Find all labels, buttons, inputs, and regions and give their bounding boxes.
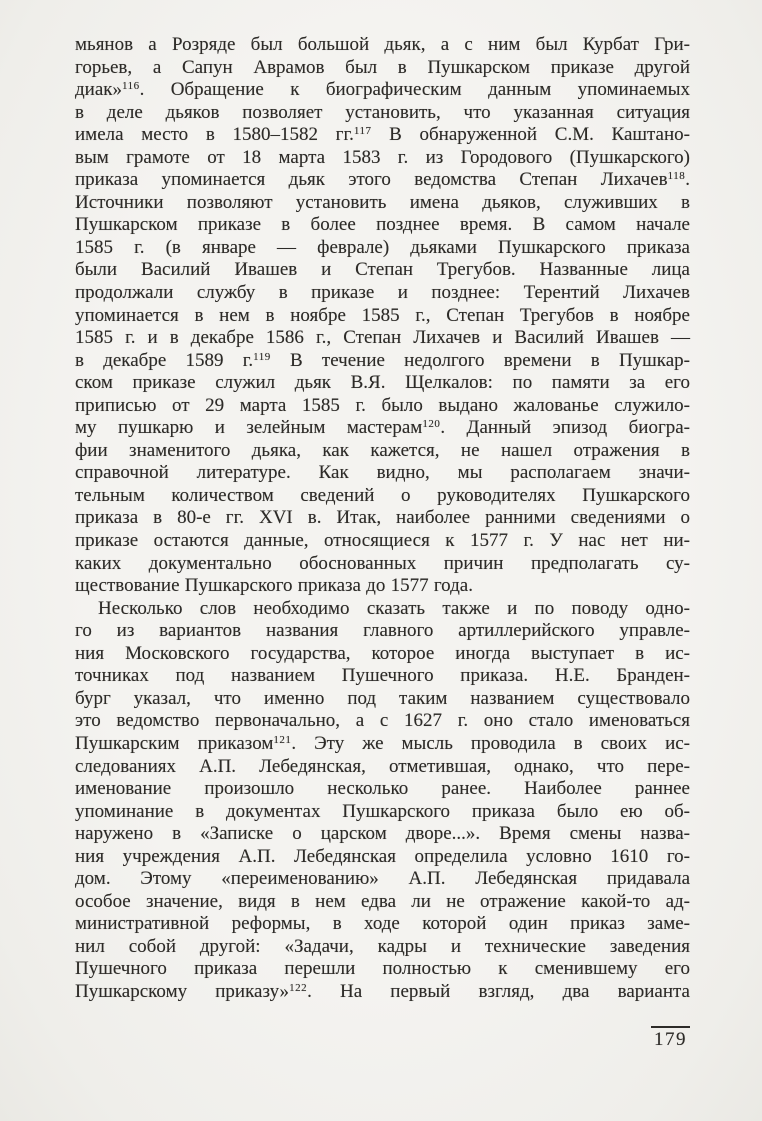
text-line: вым грамоте от 18 марта 1583 г. из Городового (Пушкарского): [75, 146, 690, 168]
footnote-ref: 118: [667, 170, 686, 183]
text-line: мьянов а Розряде был большой дьяк, а с ним был Курбат Гри-: [75, 34, 690, 55]
text-line: ния Московского государства, которое иногда выступает в ис-: [75, 642, 690, 664]
text-line: следованиях А.П. Лебедянская, отметившая, однако, что пере-: [75, 755, 690, 777]
footnote-ref: 116: [122, 80, 140, 93]
text-line: нил собой другой: «Задачи, кадры и технические заведения: [75, 935, 690, 957]
footnote-ref: 121: [273, 733, 292, 746]
body-text: [75, 34, 690, 1004]
text-line: каких документально обоснованных причин предполагать су-: [75, 552, 690, 574]
text-line: приказа упоминается дьяк этого ведомства Степан Лихачев$^{118}$.: [75, 169, 690, 191]
text-line: это ведомство первоначально, а с 1627 г. оно стало именоваться: [75, 710, 690, 732]
text-line: ществование Пушкарского приказа до 1577 года.: [75, 575, 473, 597]
footer: [75, 1026, 690, 1051]
text-line: наружено в «Записке о царском дворе...». Время смены назва-: [75, 823, 690, 845]
text-line: именование произошло несколько ранее. Наиболее раннее: [75, 778, 690, 800]
text-line: 1585 г. (в январе — феврале) дьяками Пушкарского приказа: [75, 236, 690, 258]
text-line: приписью от 29 марта 1585 г. было выдано жалованье служило-: [75, 394, 690, 416]
text-line: справочной литературе. Как видно, мы располагаем значи-: [75, 462, 690, 484]
text-line: дом. Этому «переименованию» А.П. Лебедянская придавала: [75, 868, 690, 890]
text-line: продолжали службу в приказе и позднее: Терентий Лихачев: [75, 282, 690, 304]
text-line: в декабре 1589 г.$^{119}$ В течение недолгого времени в Пушкар-: [75, 349, 690, 371]
text-line: горьев, а Сапун Аврамов был в Пушкарском приказе другой: [75, 56, 690, 78]
text-line: Пушкарском приказе в более позднее время. В самом начале: [75, 214, 690, 236]
text-line: диак»$^{116}$. Обращение к биографическим данным упоминаемых: [75, 79, 690, 101]
text-line: ском приказе служил дьяк В.Я. Щелкалов: по памяти за его: [75, 372, 690, 394]
text-line: Пушкарскому приказу»$^{122}$. На первый взгляд, два варианта: [75, 980, 690, 1002]
text-line: му пушкарю и зелейным мастерам$^{120}$. Данный эпизод биогра-: [75, 417, 690, 439]
text-line: 1585 г. и в декабре 1586 г., Степан Лихачев и Василий Ивашев —: [75, 327, 690, 349]
text-line: приказе остаются данные, относящиеся к 1577 г. У нас нет ни-: [75, 530, 690, 552]
text-line: Источники позволяют установить имена дьяков, служивших в: [75, 191, 690, 213]
text-line: бург указал, что именно под таким названием существовало: [75, 687, 690, 709]
text-line: в деле дьяков позволяет установить, что указанная ситуация: [75, 101, 690, 123]
page-number: 179: [651, 1026, 690, 1051]
text-line: Пушечного приказа перешли полностью к сменившему его: [75, 958, 690, 980]
text-line: Пушкарским приказом$^{121}$. Эту же мысль проводила в своих ис-: [75, 732, 690, 754]
text-line: Несколько слов необходимо сказать также и по поводу одно-: [98, 597, 690, 619]
text-line: го из вариантов названия главного артиллерийского управле-: [75, 620, 690, 642]
text-line: точниках под названием Пушечного приказа. Н.Е. Бранден-: [75, 665, 690, 687]
text-line: ния учреждения А.П. Лебедянская определила условно 1610 го-: [75, 845, 690, 867]
text-line: приказа в 80-е гг. XVI в. Итак, наиболее ранними сведениями о: [75, 507, 690, 529]
text-line: были Василий Ивашев и Степан Трегубов. Названные лица: [75, 259, 690, 281]
footnote-ref: 122: [289, 981, 308, 994]
text-line: особое значение, видя в нем едва ли не отражение какой-то ад-: [75, 890, 690, 912]
text-line: фии знаменитого дьяка, как кажется, не нашел отражения в: [75, 439, 690, 461]
footnote-ref: 119: [253, 350, 271, 363]
text-line: тельным количеством сведений о руководителях Пушкарского: [75, 484, 690, 506]
footnote-ref: 120: [422, 418, 441, 431]
footnote-ref: 117: [353, 125, 372, 138]
text-line: упоминается в нем в ноябре 1585 г., Степан Трегубов в ноябре: [75, 304, 690, 326]
text-line: упоминание в документах Пушкарского приказа было ею об-: [75, 800, 690, 822]
text-line: министративной реформы, в ходе которой один приказ заме-: [75, 913, 690, 935]
text-line: имела место в 1580–1582 гг.$^{117}$ В обнаруженной С.М. Каштано-: [75, 124, 690, 146]
